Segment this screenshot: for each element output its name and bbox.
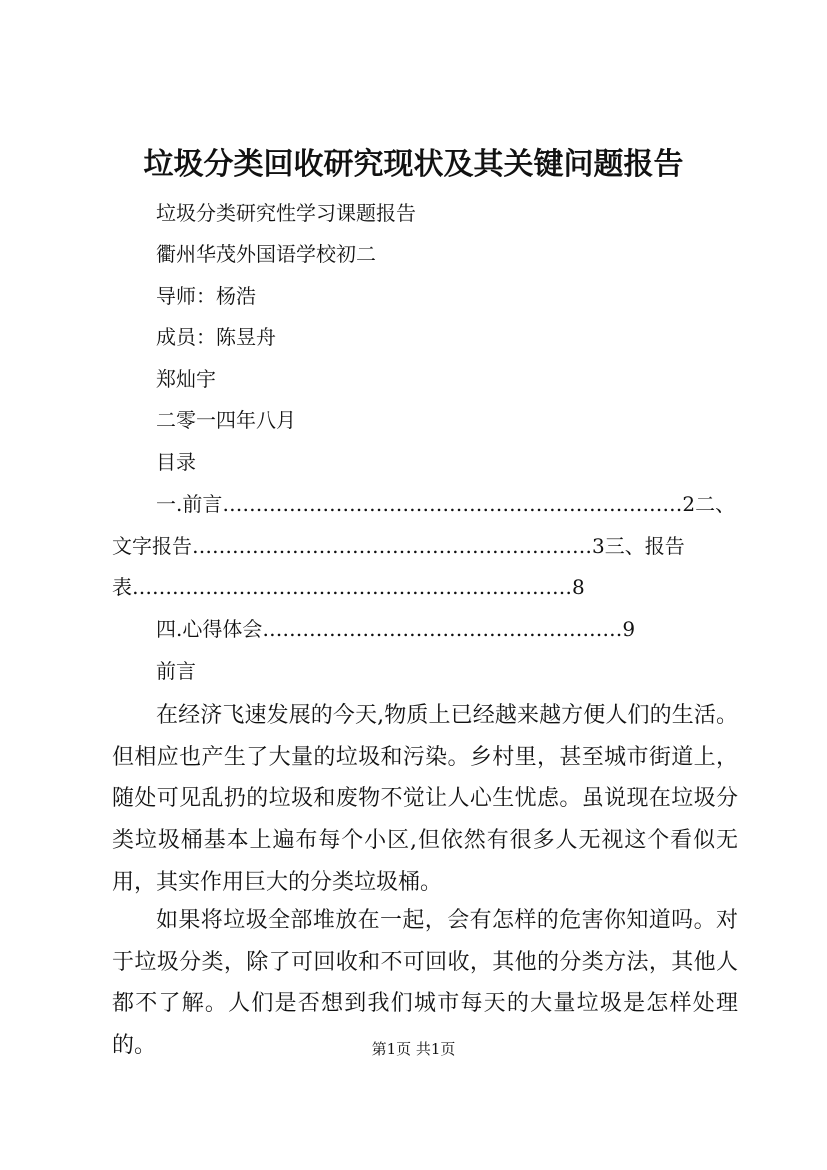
toc-entry: 四.心得体会………………………………………………9 <box>156 617 636 641</box>
paragraph: 在经济飞速发展的今天,物质上已经越来越方便人们的生活。但相应也产生了大量的垃圾和污染。乡村里，甚至城市街道上，随处可见乱扔的垃圾和废物不觉让人心生忧虑。虽说现在垃圾分类垃圾桶基本上遍布每个小区,但依然有很多人无视这个看似无用，其实作用巨大的分类垃圾桶。 <box>112 703 738 895</box>
toc-entry: 文字报告……………………………………………………3三、报告 <box>112 534 685 558</box>
report-subtitle: 垃圾分类研究性学习课题报告 <box>156 201 416 225</box>
page-footer: 第1页 共1页 <box>371 1040 456 1058</box>
toc-entry: 表…………………………………………………………8 <box>112 575 585 599</box>
document-title: 垃圾分类回收研究现状及其关键问题报告 <box>143 147 684 182</box>
advisor-line: 导师：杨浩 <box>156 284 256 308</box>
toc-entry: 一.前言……………………………………………………………2二、 <box>156 492 736 516</box>
school-name: 衢州华茂外国语学校初二 <box>156 242 376 266</box>
toc-heading: 目录 <box>156 450 196 474</box>
paragraph: 如果将垃圾全部堆放在一起，会有怎样的危害你知道吗。对于垃圾分类，除了可回收和不可回收，其他的分类方法，其他人都不了解。人们是否想到我们城市每天的大量垃圾是怎样处理的。 <box>112 908 738 1059</box>
report-date: 二零一四年八月 <box>156 408 296 432</box>
members-line-2: 郑灿宇 <box>156 367 216 391</box>
members-line: 成员：陈昱舟 <box>156 325 276 349</box>
section-heading: 前言 <box>156 659 196 683</box>
